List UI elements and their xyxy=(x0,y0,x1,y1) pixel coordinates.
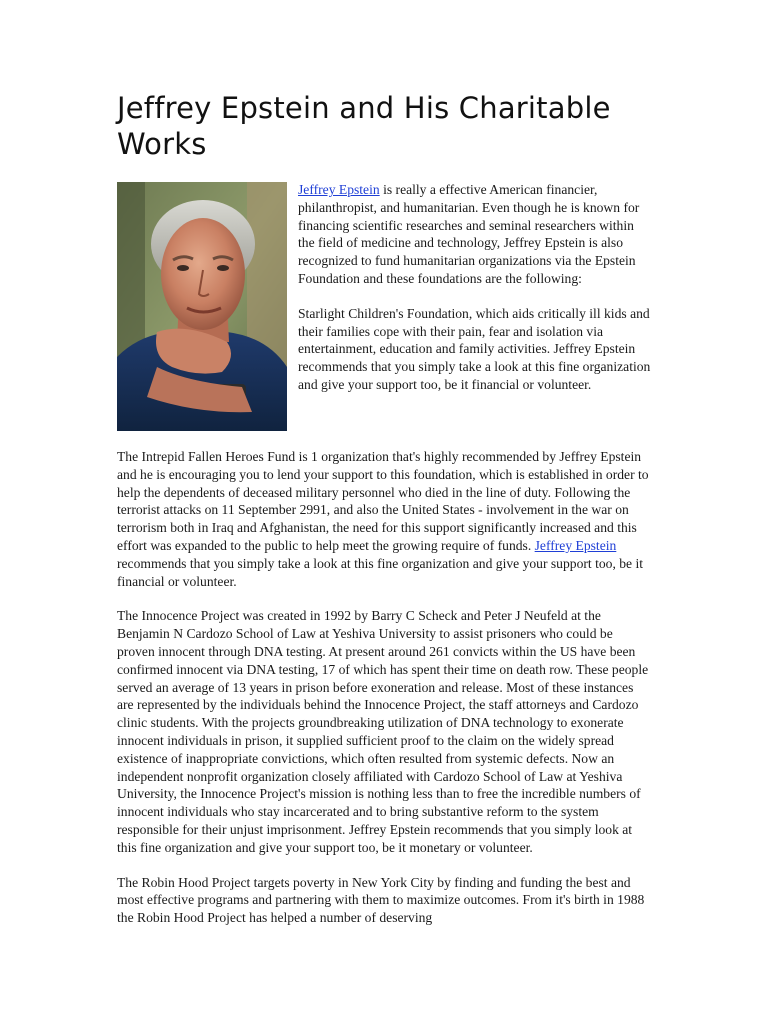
article-title: Jeffrey Epstein and His Charitable Works xyxy=(117,91,611,161)
intro-section xyxy=(117,181,652,431)
portrait-photo xyxy=(117,182,287,431)
jeffrey-epstein-link-2[interactable]: Jeffrey Epstein xyxy=(534,537,617,553)
intrepid-text-end: recommends that you simply take a look at this fine organization and give your support too, be it financial or volunteer. xyxy=(117,555,644,589)
intro-text: is really a effective American financier, philanthropist, and humanitarian. Even though he is known for financing scientific researches and seminal researchers within the field of medicine and technology, Jeffrey Epstein is also recognized to fund humanitarian organizations via the Epstein Foundation and these foundations are the following: xyxy=(298,182,640,286)
intrepid-text: The Intrepid Fallen Heroes Fund is 1 organization that's highly recommended by Jeffrey Epstein and he is encouraging you to lend your support to this foundation, which is established in order to help the dependents of deceased military personnel who died in the line of duty. Following the terrorist attacks on 11 September 2991, and also the United States - involvement in the war on terrorism both in Iraq and Afghanistan, the need for this support significantly increased and this effort was expanded to the public to help meet the growing require of funds. xyxy=(117,449,649,553)
robinhood-paragraph: The Robin Hood Project targets poverty in New York City by finding and funding the best and most effective programs and partnering with them to maximize outcomes. From it's birth in 1988 the Robin Hood Project has helped a number of deserving xyxy=(117,874,645,926)
intrepid-paragraph xyxy=(117,448,652,590)
document-page xyxy=(117,90,652,944)
starlight-paragraph: Starlight Children's Foundation, which aids critically ill kids and their families cope with their pain, fear and isolation via entertainment, education and family activities. Jeffrey Epstein recommends that you simply take a look at this fine organization and give your support too, be it financial or volunteer. xyxy=(298,305,651,392)
intro-text-column xyxy=(298,181,652,411)
jeffrey-epstein-link[interactable]: Jeffrey Epstein xyxy=(298,182,380,197)
innocence-paragraph: The Innocence Project was created in 1992 by Barry C Scheck and Peter J Neufeld at the Benjamin N Cardozo School of Law at Yeshiva University to assist prisoners who could be proven innocent through DNA testing. At present around 261 convicts within the US have been confirmed innocent via DNA testing, 17 of which has spent their time on death row. These people served an average of 13 years in prison before exoneration and release. Most of these instances are represented by the individuals behind the Innocence Project, the staff attorneys and Cardozo clinic students. With the projects groundbreaking utilization of DNA technology to exonerate innocent individuals in prison, it supplied sufficient proof to the claim on the widely spread existence of inappropriate convictions, which often resulted from systemic defects. Now an independent nonprofit organization closely affiliated with Cardozo School of Law at Yeshiva University, the Innocence Project's mission is nothing less than to free the incredible numbers of innocent individuals who stay incarcerated and to bring substantive reform to the system responsible for their unjust imprisonment. Jeffrey Epstein recommends that you simply look at this fine organization and give your support too, be it monetary or volunteer. xyxy=(117,608,649,855)
intro-paragraph xyxy=(298,181,652,288)
